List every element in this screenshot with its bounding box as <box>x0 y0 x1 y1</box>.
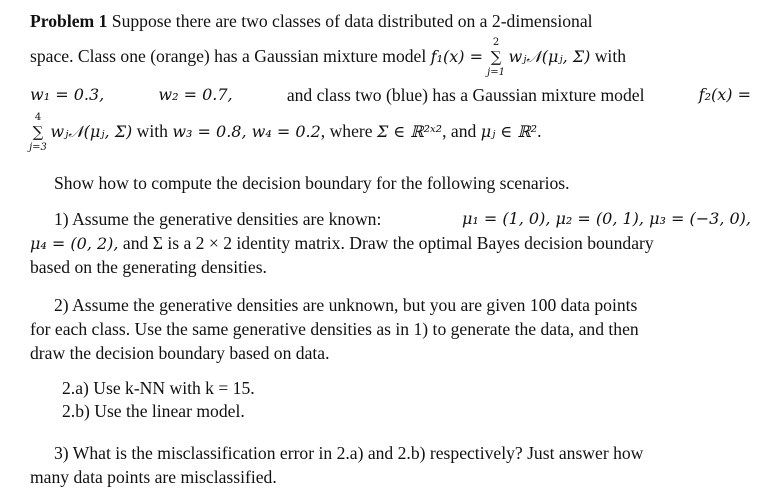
f2-label: f₂(x) = <box>698 85 751 104</box>
part2-line-3: draw the decision boundary based on data. <box>30 343 330 363</box>
problem-line-1 <box>30 10 751 32</box>
part2-line-2: for each class. Use the same generative densities as in 1) to generate the data, and then <box>30 319 639 339</box>
problem-line-3: w₁ = 0.3, w₂ = 0.7, and class two (blue) has a Gaussian mixture model f₂(x) = <box>30 85 751 105</box>
part1-line-2: μ₄ = (0, 2), and Σ is a 2 × 2 identity matrix. Draw the optimal Bayes decision boundary <box>30 233 654 253</box>
part2b-line: 2.b) Use the linear model. <box>62 401 245 421</box>
gaussian-term: wⱼ𝒩(μⱼ, Σ) <box>508 47 591 66</box>
part1-line-3: based on the generating densities. <box>30 257 267 277</box>
problem-intro: Suppose there are two classes of data distributed on a 2-dimensional <box>111 11 593 31</box>
problem-line-2: space. Class one (orange) has a Gaussian mixture model f₁(x) = ∑ 2 j=1 wⱼ𝒩(μⱼ, Σ) with <box>30 37 626 78</box>
part1-line-1: 1) Assume the generative densities are known: μ₁ = (1, 0), μ₂ = (0, 1), μ₃ = (−3, 0), <box>54 209 751 229</box>
problem-label: Problem 1 <box>30 11 108 31</box>
problem-line-4: ∑ 4 j=3 wⱼ𝒩(μⱼ, Σ) with w₃ = 0.8, w₄ = 0.2, where Σ ∈ ℝ²ˣ², and μⱼ ∈ ℝ². <box>29 112 542 153</box>
gaussian-term: wⱼ𝒩(μⱼ, Σ) <box>50 122 133 141</box>
part3-line-1: 3) What is the misclassification error in 2.a) and 2.b) respectively? Just answer how <box>54 443 644 463</box>
part2-line-1: 2) Assume the generative densities are unknown, but you are given 100 data points <box>54 295 638 315</box>
part3-line-2: many data points are misclassified. <box>30 467 277 487</box>
sum-symbol: ∑ 2 j=1 <box>487 37 505 78</box>
sum-symbol: ∑ 4 j=3 <box>29 112 47 153</box>
part2a-line: 2.a) Use k-NN with k = 15. <box>62 378 255 398</box>
instruction-line: Show how to compute the decision boundary for the following scenarios. <box>54 173 570 193</box>
f1-label: f₁(x) = <box>430 47 489 66</box>
